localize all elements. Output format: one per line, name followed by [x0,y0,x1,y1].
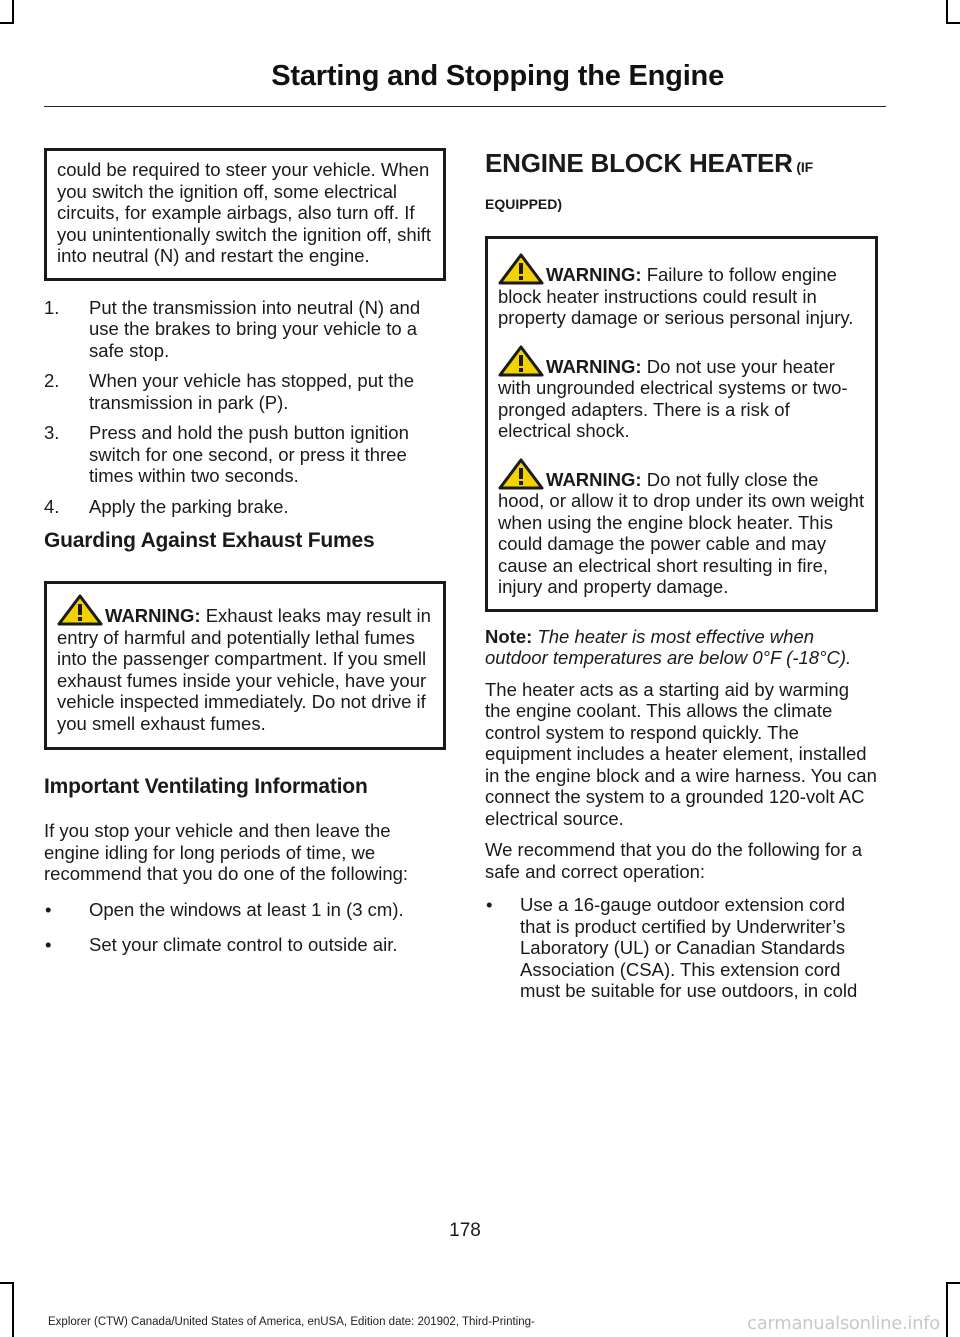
note-text: The heater is most effective when outdoor temperatures are below 0°F (-18°C). [485,625,852,668]
heading-exhaust-fumes: Guarding Against Exhaust Fumes [44,529,375,552]
list-item [44,370,446,413]
crop-mark-bottom-right-h [946,1282,960,1284]
crop-mark-bottom-left-v [12,1282,14,1337]
warning-text: Failure to follow engine block heater instructions could result in property damage or serious personal injury. [498,264,854,328]
warning-label: WARNING: [546,264,642,285]
right-column [485,148,878,1012]
warning-triangle-icon [57,594,103,626]
step-number: 1. [44,296,60,318]
warning-label: WARNING: [546,468,642,490]
list-item [485,894,878,1002]
warning-text: Do not use your heater with ungrounded electrical systems or two-pronged adapters. There is a risk of electrical shock. [498,355,848,441]
list-item [44,934,446,956]
note-label: Note: [485,625,533,647]
heater-warning-box [485,236,878,612]
list-item [44,496,446,518]
warning-label: WARNING: [546,355,642,377]
recommendation-bullets [485,894,878,1002]
step-number: 4. [44,495,60,517]
header-divider [44,106,886,107]
heading-engine-block-heater [485,148,878,182]
warning-paragraph [498,458,867,598]
warning-triangle-icon [498,253,544,285]
list-item [44,899,446,921]
heater-description: The heater acts as a starting aid by warming the engine coolant. This allows the climate control system to respond quickly. The equipment includes a heater element, installed in the engine block and a wire harness. You can connect the system to a grounded 120-volt AC electrical source. [485,678,877,829]
crop-mark-top-left-v [12,0,14,22]
step-text: Put the transmission into neutral (N) and use the brakes to bring your vehicle to a safe stop. [89,296,421,361]
crop-mark-top-right-h [946,22,960,24]
heading-suffix: (IF [792,159,813,175]
step-number: 2. [44,370,60,391]
bullet-text: Use a 16-gauge outdoor extension cord that is product certified by Underwriter’s Laboratory (UL) or Canadian Standards Association (CSA). This extension cord must be suitable for use outdoors, in cold [520,894,858,1001]
exhaust-warning-box [44,581,446,750]
note-paragraph [485,626,878,669]
ventilating-bullets [44,899,446,956]
crop-mark-bottom-left-h [0,1282,14,1284]
step-text: When your vehicle has stopped, put the transmission in park (P). [89,370,414,413]
list-item [44,297,446,362]
recommendation-intro: We recommend that you do the following for a safe and correct operation: [485,839,863,882]
warning-text: Do not fully close the hood, or allow it to drop under its own weight when using the engine block heater. This could damage the power cable and may cause an electrical short resulting in fire, injury and property damage. [498,468,865,597]
page-number: 178 [449,1220,481,1241]
warning-paragraph [498,253,867,329]
continued-warning-text: could be required to steer your vehicle. When you switch the ignition off, some electrical circuits, for example airbags, also turn off. If you unintentionally switch the ignition off, shift into neutral (N) and restart the engine. [57,159,431,266]
warning-paragraph [57,594,435,734]
watermark: carmanualsonline.info [747,1313,940,1334]
warning-text: Exhaust leaks may result in entry of harmful and potentially lethal fumes into the passenger compartment. If you smell exhaust fumes inside your vehicle, have your vehicle inspected immediately. Do not drive if you smell exhaust fumes. [57,605,431,734]
crop-mark-top-left-h [0,22,14,24]
list-item [44,422,446,487]
crop-mark-top-right-v [946,0,948,22]
heading-suffix-continued: EQUIPPED) [485,196,563,212]
warning-label: WARNING: [105,605,201,626]
bullet: • [45,898,52,920]
heading-ventilating: Important Ventilating Information [44,775,368,798]
warning-triangle-icon [498,345,544,377]
footer-edition-info: Explorer (CTW) Canada/United States of America, enUSA, Edition date: 201902, Third-Printing- [48,1316,535,1328]
bullet-text: Set your climate control to outside air. [89,934,398,955]
stop-procedure-steps [44,297,446,518]
page-header-title: Starting and Stopping the Engine [271,60,724,92]
bullet: • [486,894,493,915]
heading-main: ENGINE BLOCK HEATER [485,148,793,178]
bullet: • [45,934,52,955]
warning-triangle-icon [498,458,544,490]
left-column [44,148,446,966]
crop-mark-bottom-right-v [946,1282,948,1337]
continued-warning-box [44,148,446,281]
step-text: Apply the parking brake. [89,495,289,517]
bullet-text: Open the windows at least 1 in (3 cm). [89,898,404,920]
warning-paragraph [498,345,867,442]
step-text: Press and hold the push button ignition switch for one second, or press it three times within two seconds. [89,422,409,486]
ventilating-intro: If you stop your vehicle and then leave the engine idling for long periods of time, we recommend that you do one of the following: [44,820,409,884]
step-number: 3. [44,422,60,443]
